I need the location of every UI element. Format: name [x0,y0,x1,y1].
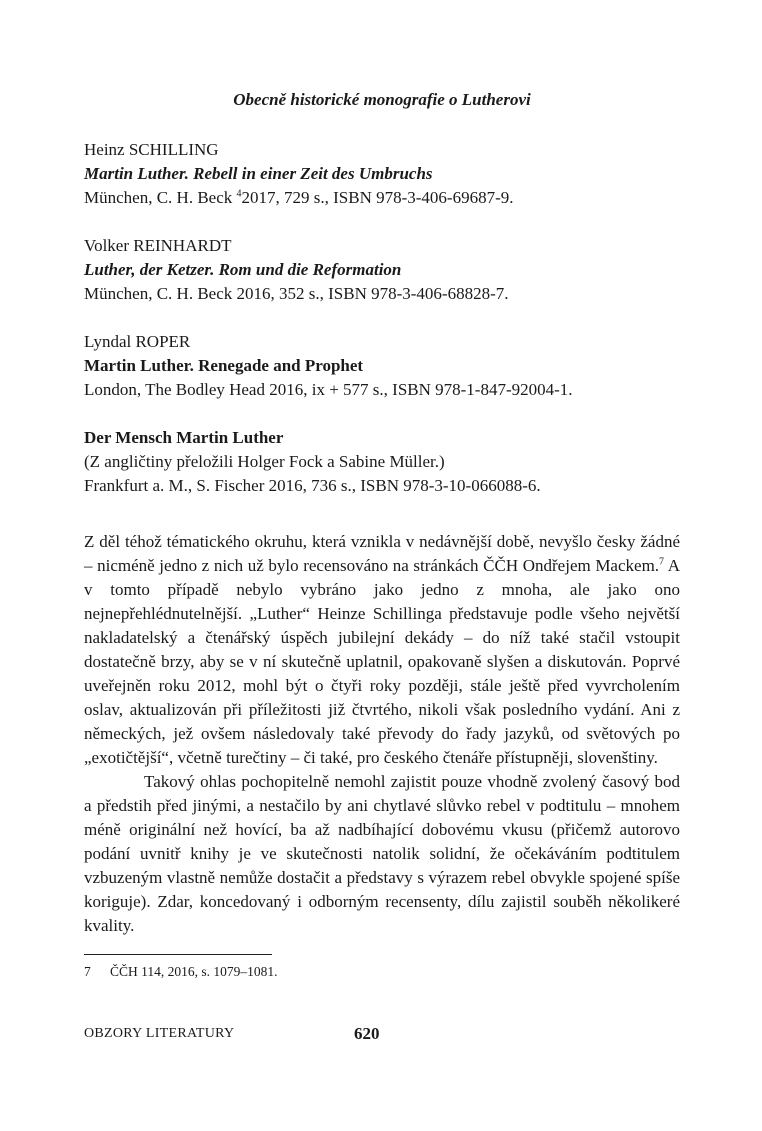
book-title: Der Mensch Martin Luther [84,428,284,447]
edition-superscript: 4 [236,188,242,200]
book-publication [84,186,680,210]
book-entry-schilling [84,138,680,210]
book-title: Martin Luther. Rebell in einer Zeit des Umbruchs [84,164,433,183]
book-author: Lyndal ROPER [84,332,191,351]
page-number: 620 [354,1024,380,1043]
footnote-number: 7 [84,964,91,979]
section-title: Obecně historické monografie o Lutherovi [233,90,531,109]
book-entry-translation [84,426,680,498]
paragraph-1-part-a: Z děl téhož tématického okruhu, která vznikla v nedávnější době, nevyšlo česky žádné – nicméně jedno z nich už bylo recensováno na stránkách ČČH Ondřejem Mackem. [84,532,680,575]
book-title: Luther, der Ketzer. Rom und die Reformation [84,260,402,279]
footnote-ref: 7 [659,556,665,568]
book-entry-roper [84,330,680,402]
book-publication-text-rest: 2017, 729 s., ISBN 978-3-406-69687-9. [241,188,514,207]
book-publication: Frankfurt a. M., S. Fischer 2016, 736 s., ISBN 978-3-10-066088-6. [84,476,541,495]
paragraph-1 [84,530,680,770]
footnote-text: ČČH 114, 2016, s. 1079–1081. [110,964,278,979]
footnote-divider [84,954,272,955]
footnote [84,963,680,981]
book-publication-text: München, C. H. Beck [84,188,237,207]
review-body [84,530,680,938]
page-content [84,88,680,981]
book-title: Martin Luther. Renegade and Prophet [84,356,364,375]
paragraph-2: Takový ohlas pochopitelně nemohl zajistit pouze vhodně zvolený časový bod a předstih před jinými, a nestačilo by ani chytlavé slůvko rebel v podtitulu – mnohem méně originální než hovící, ba až nadbíhající dobovému vkusu (přičemž autorovo podání uvnitř knihy je ve skutečnosti natolik solidní, že očekáváním podtitulem vzbuzeným vlastně nemůže dostačit a představy s výrazem rebel obvykle spojené spíše koriguje). Zdar, koncedovaný i odborným recensenty, dílu zajistil souběh několikeré kvality. [84,772,680,935]
paragraph-1-part-b: A v tomto případě nebylo vybráno jako jedno z mnoha, ale jako ono nejnepřehlédnutelnější. „Luther“ Heinze Schillinga představuje podle všeho největší nakladatelský a čtenářský úspěch jubilejní dekády – do níž také stačil vstoupit dostatečně brzy, aby se v ní skutečně uplatnil, opakovaně slyšen a diskutován. Poprvé uveřejněn roku 2012, mohl být o čtyři roky později, stále ještě před vyvrcholením oslav, aktualizován při příležitosti již čtvrtého, nikoli však posledního vydání. Ani z německých, jež ovšem následovaly také převody do řady jazyků, od světových po „exotičtější“, včetně turečtiny – či také, pro českého čtenáře přístupněji, slovenštiny. [84,556,680,767]
book-author: Volker REINHARDT [84,236,232,255]
book-publication: München, C. H. Beck 2016, 352 s., ISBN 978-3-406-68828-7. [84,284,509,303]
book-entry-reinhardt [84,234,680,306]
journal-section-name: OBZORY LITERATURY [84,1026,235,1041]
translation-note: (Z angličtiny přeložili Holger Fock a Sabine Müller.) [84,452,445,471]
page-footer [84,1024,680,1046]
book-publication: London, The Bodley Head 2016, ix + 577 s., ISBN 978-1-847-92004-1. [84,380,573,399]
book-author: Heinz SCHILLING [84,140,219,159]
